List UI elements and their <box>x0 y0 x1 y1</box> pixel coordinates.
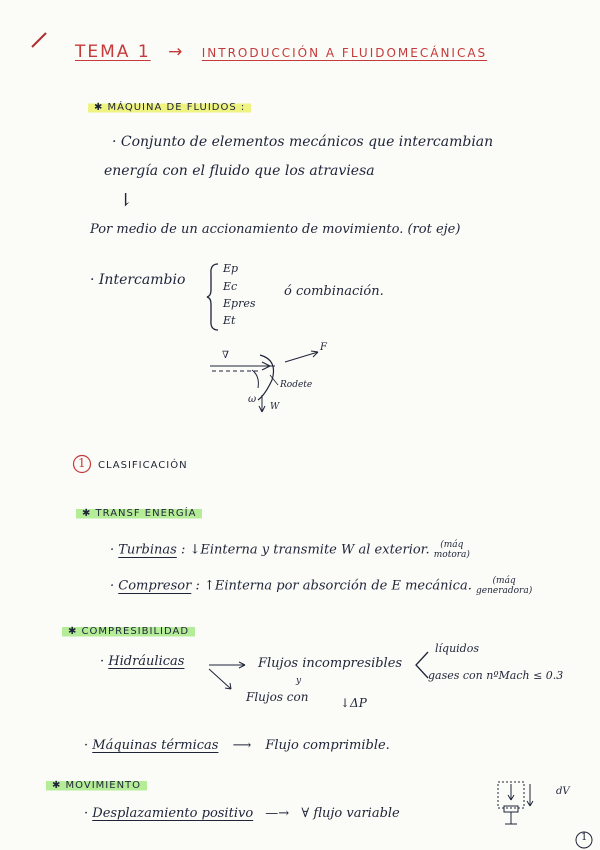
pen-mark <box>30 30 50 50</box>
intercambio-label: · Intercambio <box>90 272 186 288</box>
down-arrow: ⇂ <box>118 190 134 211</box>
turbinas-note: (máq motora) <box>433 540 470 560</box>
clasificacion-number: 1 <box>78 456 86 470</box>
turbinas-label: Turbinas <box>118 542 177 558</box>
energia-ep: Ep <box>223 262 239 275</box>
diagram-rodete: Rodete <box>280 380 313 390</box>
dv-label: dV <box>556 786 570 797</box>
piston-sketch <box>492 776 552 832</box>
termicas-line: · Máquinas térmicas ⟶ Flujo comprimible. <box>84 738 390 753</box>
y-connector: y <box>296 676 302 686</box>
energia-et: Et <box>223 314 236 327</box>
desplazamiento-label: Desplazamiento positivo <box>92 806 254 821</box>
page-number: 1 <box>581 832 588 843</box>
combinacion-text: ó combinación. <box>284 284 384 299</box>
turbinas-text: : ↓Einterna y transmite W al exterior. <box>180 542 430 558</box>
diagram-w: W <box>270 402 280 412</box>
diagram-v: ∇ <box>222 350 229 361</box>
clasificacion-header: CLASIFICACIÓN <box>98 460 188 471</box>
compresor-label: Compresor <box>118 578 192 594</box>
energia-ec: Ec <box>223 280 238 293</box>
flujos-con: Flujos con <box>246 690 309 704</box>
desplazamiento-text: ∀ flujo variable <box>301 806 400 821</box>
compresor-note: (máq generadora) <box>475 576 533 596</box>
gases: gases con nºMach ≤ 0.3 <box>428 669 564 682</box>
tema-label: TEMA 1 <box>75 42 151 62</box>
medio-text: Por medio de un accionamiento de movimiento. (rot eje) <box>90 222 461 237</box>
energia-epres: Epres <box>223 297 256 310</box>
desplazamiento-line: · Desplazamiento positivo —→ ∀ flujo variable <box>84 806 400 821</box>
diagram-omega: ω <box>248 394 257 405</box>
termicas-label: Máquinas térmicas <box>92 738 219 753</box>
flujos-incompresibles: Flujos incompresibles <box>258 656 403 671</box>
compresor-line: · Compresor : ↑Einterna por absorción de E mecánica. (máq generadora) <box>110 576 533 596</box>
hidraulicas-line: · Hidráulicas <box>100 654 185 669</box>
title-heading: INTRODUCCIÓN A FLUIDOMECÁNICAS <box>201 46 488 60</box>
flujo-comprimible: Flujo comprimible. <box>265 738 390 753</box>
title-arrow: → <box>168 42 185 62</box>
turbinas-line: · Turbinas : ↓Einterna y transmite W al exterior. (máq motora) <box>110 540 470 560</box>
brace <box>206 262 220 332</box>
delta-p: ↓ΔP <box>340 696 367 710</box>
movimiento-header: ✱ MOVIMIENTO <box>46 780 147 791</box>
definition-line-1: · Conjunto de elementos mecánicos que intercambian <box>112 134 494 150</box>
maquina-header: ✱ MÁQUINA DE FLUIDOS : <box>88 102 251 113</box>
hidraulicas-label: Hidráulicas <box>108 654 185 669</box>
transf-header: ✱ TRANSF ENERGÍA <box>76 508 202 519</box>
liquidos: líquidos <box>435 642 479 655</box>
page-title <box>75 42 487 62</box>
definition-line-2: energía con el fluido que los atraviesa <box>104 163 375 179</box>
diagram-f: F <box>320 342 327 353</box>
hidraulicas-arrows <box>205 655 255 695</box>
compresibilidad-header: ✱ COMPRESIBILIDAD <box>62 626 195 637</box>
compresor-text: : ↑Einterna por absorción de E mecánica. <box>195 578 472 594</box>
